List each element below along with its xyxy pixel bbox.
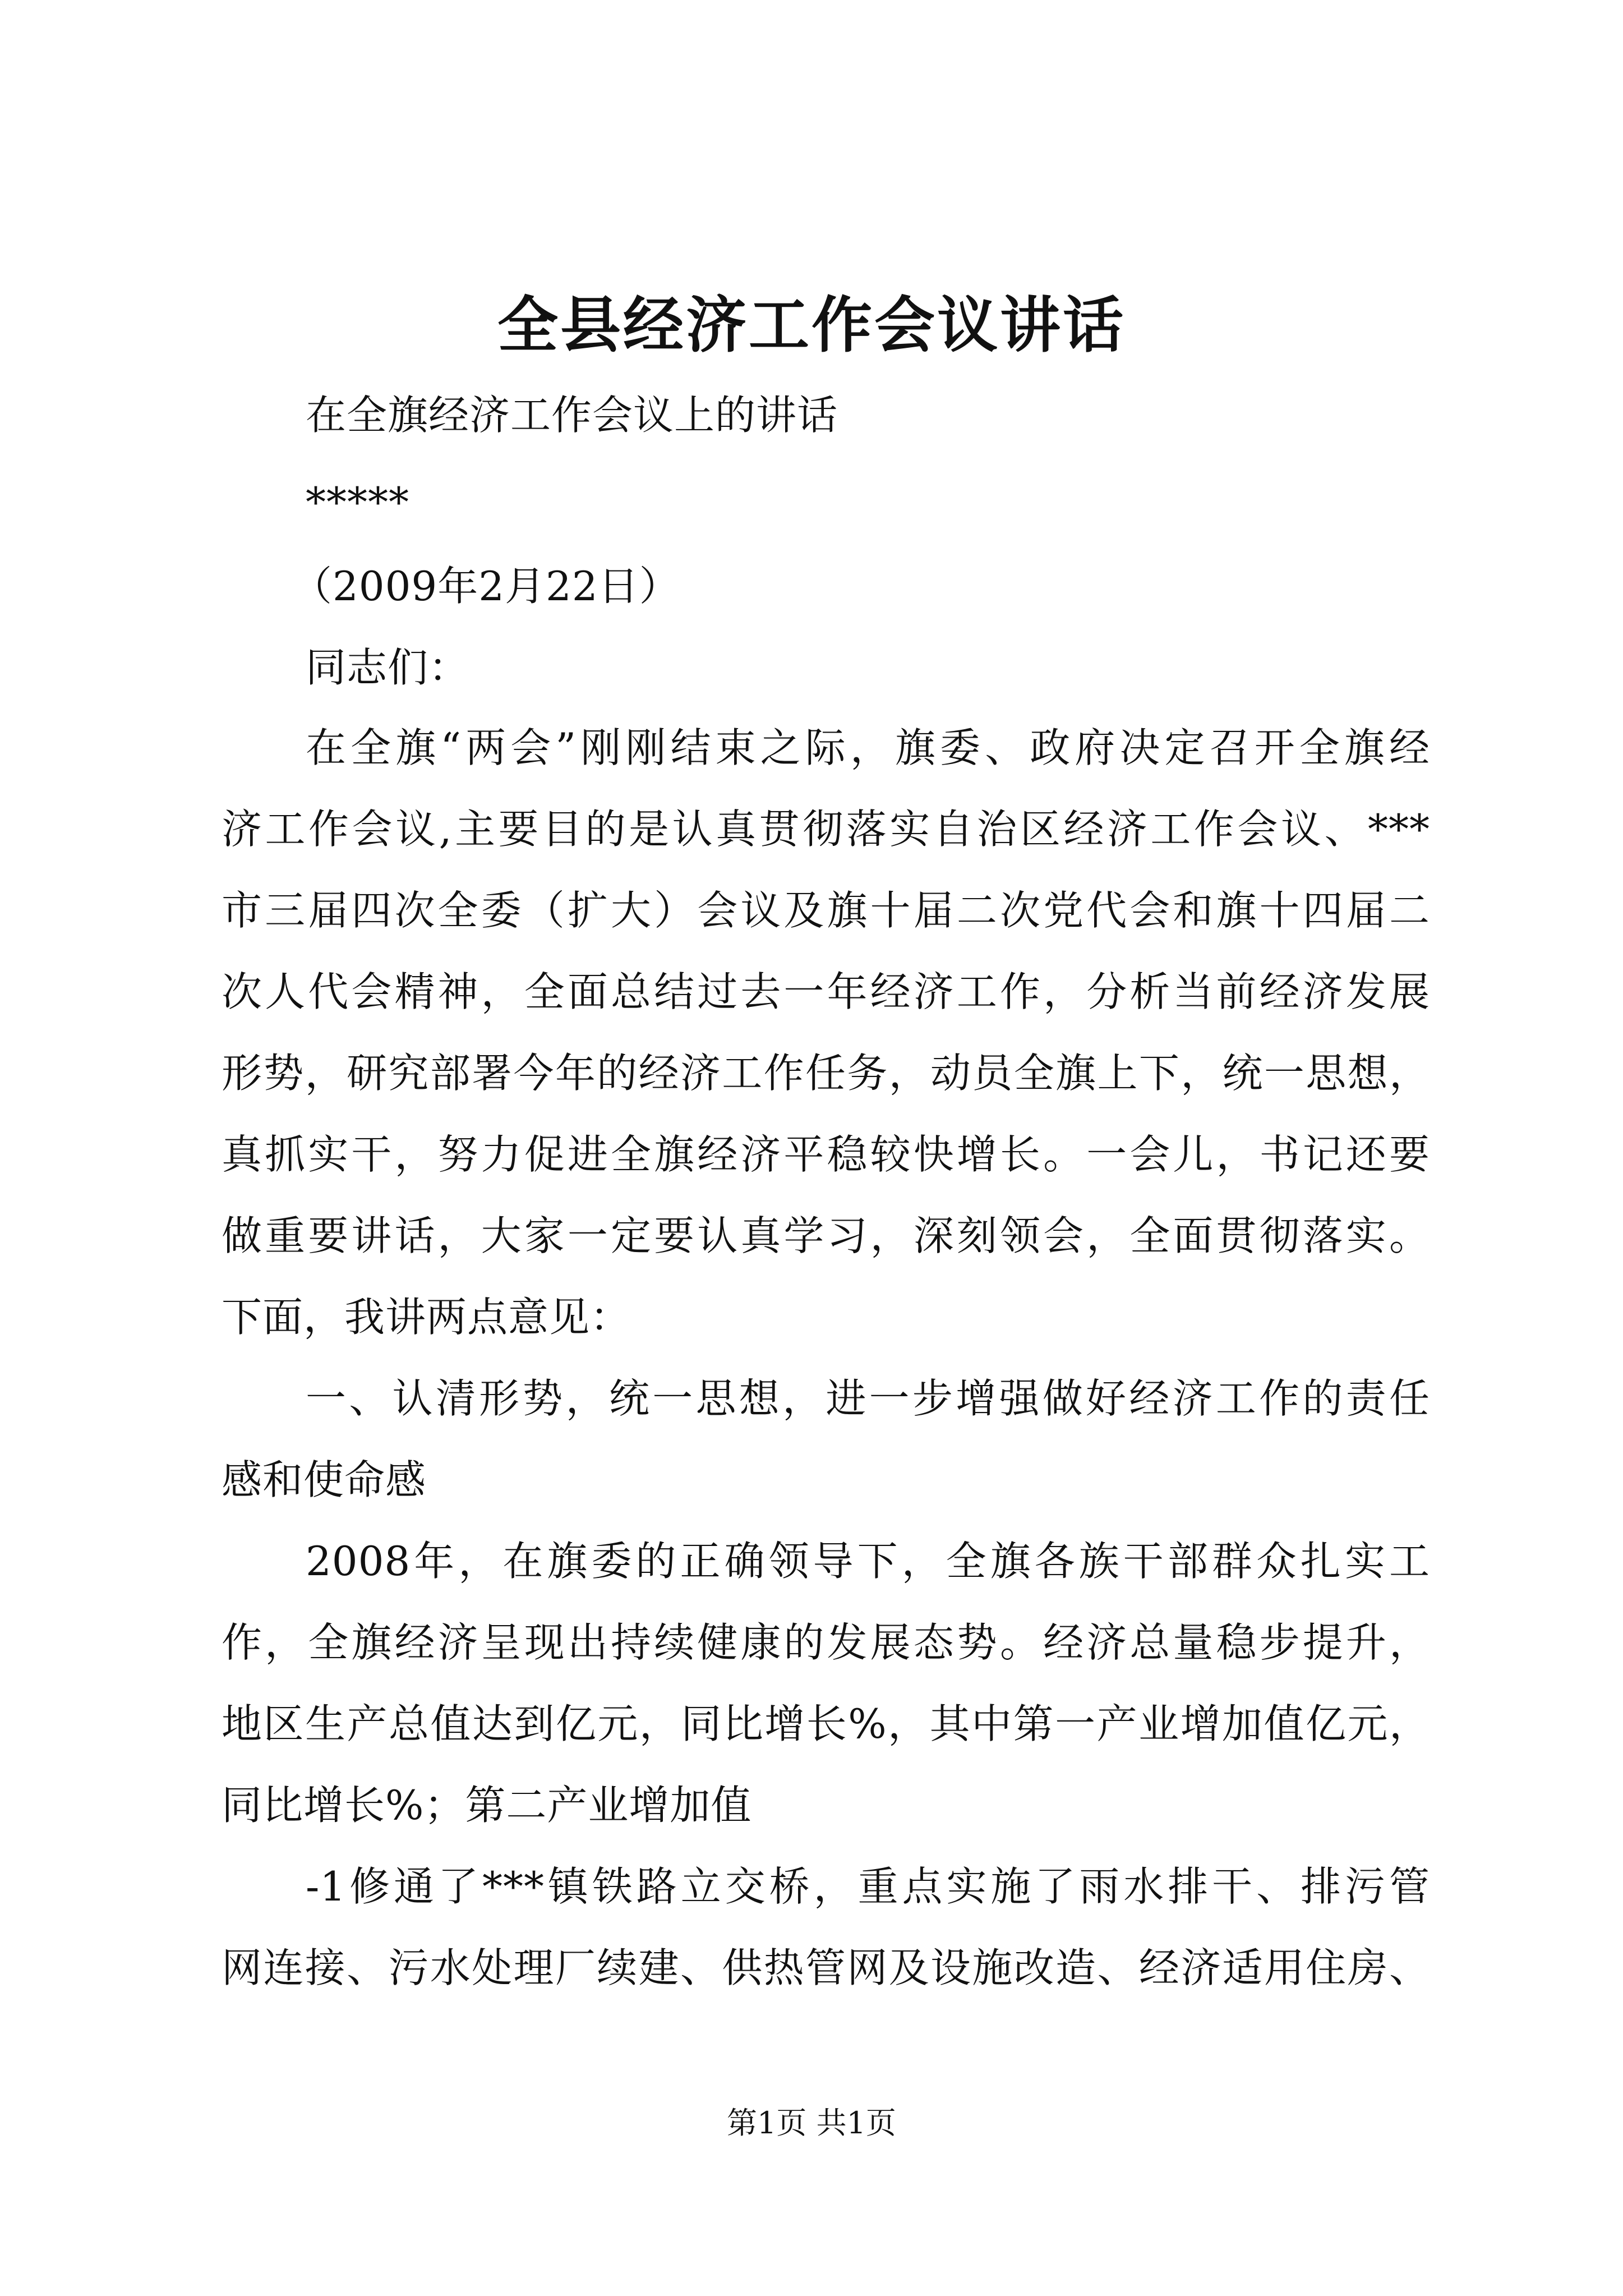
author: ***** (306, 478, 409, 526)
body-line: 同比增长%；第二产业增加值 (222, 1782, 752, 1829)
body-line: 真抓实干，努力促进全旗经济平稳较快增长。一会儿，书记还要 (222, 1131, 1430, 1178)
salutation: 同志们： (306, 644, 470, 691)
body-line: 形势，研究部署今年的经济工作任务，动员全旗上下，统一思想， (222, 1050, 1430, 1097)
body-line: 地区生产总值达到亿元，同比增长%，其中第一产业增加值亿元， (222, 1700, 1430, 1747)
body-line: 网连接、污水处理厂续建、供热管网及设施改造、经济适用住房、 (222, 1944, 1430, 1991)
body-line: 在全旗“两会”刚刚结束之际，旗委、政府决定召开全旗经 (306, 724, 1430, 771)
section-heading: 感和使命感 (222, 1456, 427, 1503)
document-title: 全县经济工作会议讲话 (497, 290, 1126, 361)
body-line: 下面，我讲两点意见： (222, 1294, 631, 1341)
body-line: -1修通了***镇铁路立交桥，重点实施了雨水排干、排污管 (306, 1863, 1430, 1910)
body-line: 次人代会精神，全面总结过去一年经济工作，分析当前经济发展 (222, 968, 1430, 1015)
body-line: 做重要讲话，大家一定要认真学习，深刻领会，全面贯彻落实。 (222, 1212, 1430, 1259)
page-footer: 第1页 共1页 (727, 2105, 896, 2141)
date-line: （2009年2月22日） (292, 563, 680, 610)
section-heading: 一、认清形势，统一思想，进一步增强做好经济工作的责任 (306, 1375, 1430, 1422)
subtitle: 在全旗经济工作会议上的讲话 (306, 392, 838, 439)
body-line: 市三届四次全委（扩大）会议及旗十届二次党代会和旗十四届二 (222, 887, 1430, 934)
body-line: 2008年，在旗委的正确领导下，全旗各族干部群众扎实工 (306, 1538, 1430, 1585)
body-line: 作，全旗经济呈现出持续健康的发展态势。经济总量稳步提升， (222, 1619, 1430, 1666)
body-line: 济工作会议,主要目的是认真贯彻落实自治区经济工作会议、*** (222, 806, 1430, 853)
